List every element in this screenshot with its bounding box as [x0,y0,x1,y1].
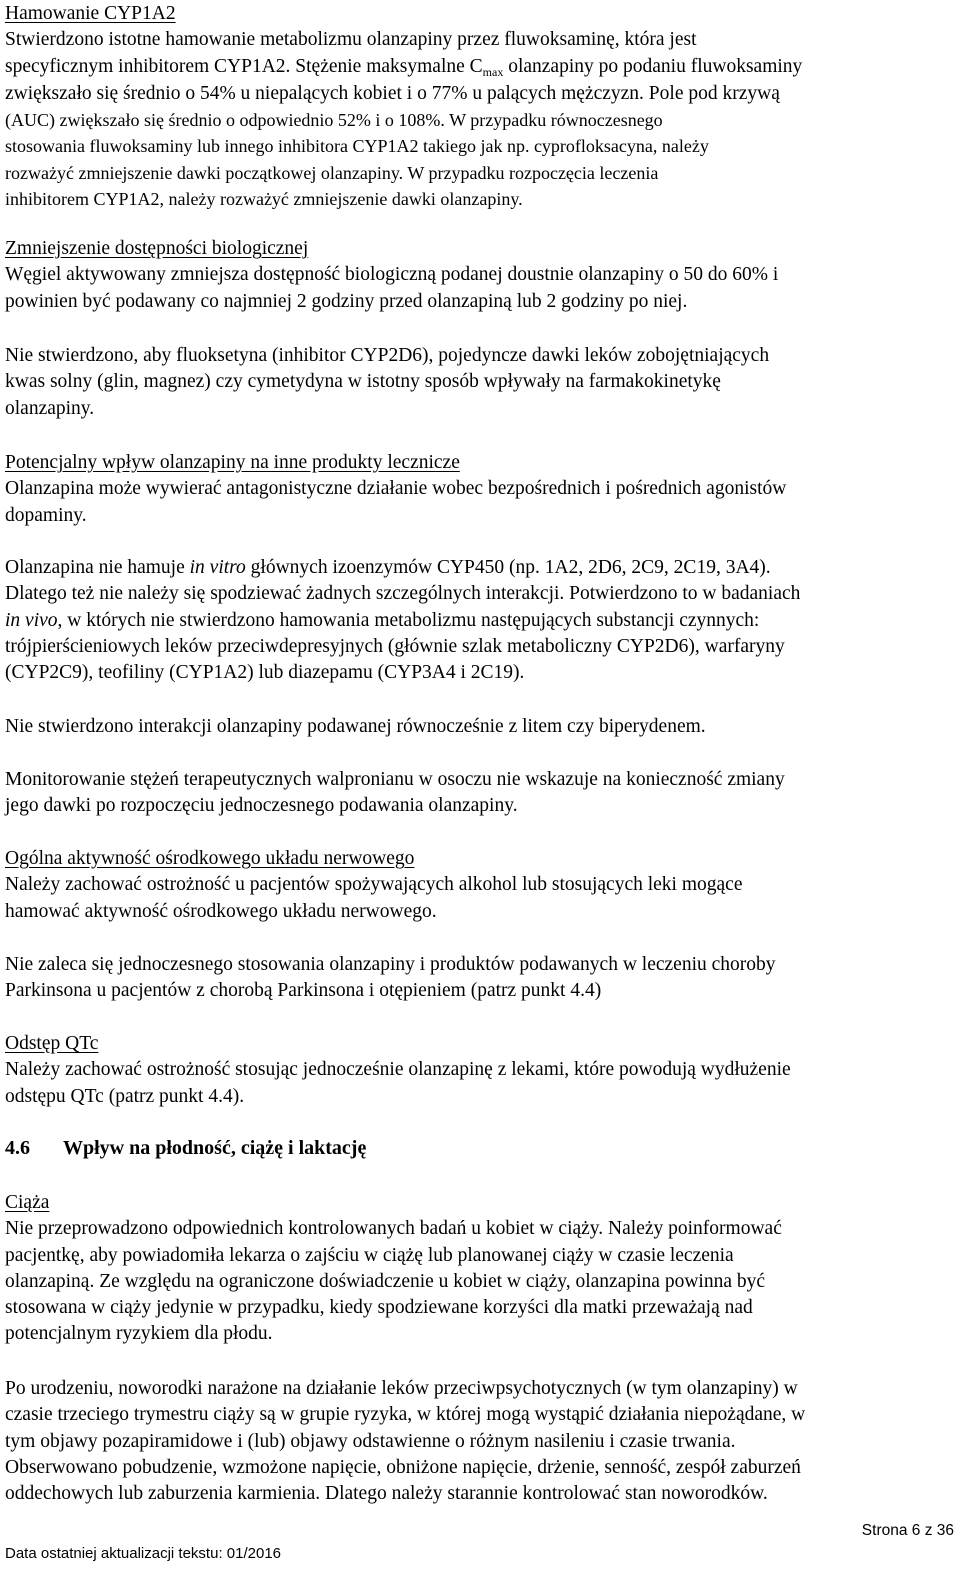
paragraph-newborns [5,1376,950,1507]
section-heading-cyp1a2: Hamowanie CYP1A2 [5,3,176,24]
text-line: czasie trzeciego trymestru ciąży są w grupie ryzyka, w której mogą wystąpić działania niepożądane, w [5,1404,806,1426]
text-line: inhibitorem CYP1A2, należy rozważyć zmniejszenie dawki olanzapiny. [5,189,523,210]
text-line: Nie przeprowadzono odpowiednich kontrolowanych badań u kobiet w ciąży. Należy poinformować [5,1218,782,1240]
text-line: (CYP2C9), teofiliny (CYP1A2) lub diazepamu (CYP3A4 i 2C19). [5,662,525,684]
text-line: dopaminy. [5,504,87,526]
section-pregnancy [5,1190,950,1348]
section-heading-4-6 [5,1137,366,1160]
text-line [5,608,950,634]
text-line: tym objawy pozapiramidowe i (lub) objawy odstawienne o różnym nasileniu i czasie trwania. [5,1430,736,1452]
text-line: Dlatego też nie należy się spodziewać żadnych szczególnych interakcji. Potwierdzono to w badaniach [5,583,801,605]
section-heading-bioavailability: Zmniejszenie dostępności biologicznej [5,238,309,259]
text-line: Węgiel aktywowany zmniejsza dostępność biologiczną podanej doustnie olanzapiny o 50 do 60% i [5,264,779,286]
text-line: jego dawki po rozpoczęciu jednoczesnego podawania olanzapiny. [5,795,518,817]
italic-term: in vitro [189,557,246,578]
text-line: olanzapiny. [5,397,95,419]
text-line-cmax [5,54,950,81]
text-fragment: specyficznym inhibitorem CYP1A2. Stężenie maksymalne C [5,55,483,77]
subscript-max: max [482,64,504,79]
text-line: Obserwowano pobudzenie, wzmożone napięcie, obniżone napięcie, drżenie, senność, zespół zaburzeń [5,1456,801,1478]
paragraph-fluoxetine [5,343,950,422]
text-line: Stwierdzono istotne hamowanie metabolizmu olanzapiny przez fluwoksaminę, która jest [5,29,697,51]
section-bioavailability [5,236,950,315]
last-update-date: Data ostatniej aktualizacji tekstu: 01/2016 [5,1545,281,1562]
text-line: stosowana w ciąży jedynie w przypadku, kiedy spodziewane korzyści dla matki przeważają nad [5,1297,753,1319]
text-line: trójpierścieniowych leków przeciwdepresyjnych (głównie szlak metaboliczny CYP2D6), warfaryny [5,635,785,657]
italic-term: in vivo [5,609,58,631]
paragraph-in-vitro [5,555,950,686]
paragraph-lithium [5,714,950,740]
section-cns [5,846,950,925]
text-line: hamować aktywność ośrodkowego układu nerwowego. [5,900,437,922]
text-line: potencjalnym ryzykiem dla płodu. [5,1323,273,1345]
text-line: Nie stwierdzono interakcji olanzapiny podawanej równocześnie z litem czy biperydenem. [5,716,706,737]
text-line [5,555,950,581]
text-line: Nie stwierdzono, aby fluoksetyna (inhibitor CYP2D6), pojedyncze dawki leków zobojętniających [5,345,770,366]
text-line: stosowania fluwoksaminy lub innego inhibitora CYP1A2 takiego jak np. cyprofloksacyna, należy [5,136,709,157]
text-fragment: głównych izoenzymów CYP450 (np. 1A2, 2D6, 2C9, 2C19, 3A4). [245,557,771,578]
text-line: Monitorowanie stężeń terapeutycznych walpronianu w osoczu nie wskazuje na konieczność zmiany [5,769,785,790]
section-number: 4.6 [5,1137,30,1159]
text-line: Po urodzeniu, noworodki narażone na działanie leków przeciwpsychotycznych (w tym olanzapiny) w [5,1378,798,1399]
text-line: Nie zaleca się jednoczesnego stosowania olanzapiny i produktów podawanych w leczeniu choroby [5,954,776,975]
text-line: (AUC) zwiększało się średnio o odpowiednio 52% i o 108%. W przypadku równoczesnego [5,110,663,131]
text-line: zwiększało się średnio o 54% u niepalących kobiet i o 77% u palących mężczyzn. Pole pod krzywą [5,82,780,104]
text-fragment: olanzapiny po podaniu fluwoksaminy [503,55,803,77]
text-line: oddechowych lub zaburzenia karmienia. Dlatego należy starannie kontrolować stan noworodków. [5,1483,768,1505]
section-heading-pregnancy: Ciąża [5,1192,50,1213]
text-fragment: , w których nie stwierdzono hamowania metabolizmu następujących substancji czynnych: [57,609,760,631]
section-heading-qtc: Odstęp QTc [5,1033,99,1054]
text-line: powinien być podawany co najmniej 2 godziny przed olanzapiną lub 2 godziny po niej. [5,290,688,312]
section-heading-cns: Ogólna aktywność ośrodkowego układu nerwowego [5,848,415,869]
text-line: olanzapiną. Ze względu na ograniczone doświadczenie u kobiet w ciąży, olanzapina powinna być [5,1270,766,1292]
text-line: Należy zachować ostrożność u pacjentów spożywających alkohol lub stosujących leki mogące [5,874,743,896]
paragraph-parkinson [5,952,950,1005]
text-line: pacjentkę, aby powiadomiła lekarza o zajściu w ciążę lub planowanej ciąży w czasie leczenia [5,1244,734,1266]
text-line: Należy zachować ostrożność stosując jednocześnie olanzapinę z lekami, które powodują wydłużenie [5,1059,791,1081]
text-line: odstępu QTc (patrz punkt 4.4). [5,1085,245,1107]
text-line: Parkinsona u pacjentów z chorobą Parkinsona i otępieniem (patrz punkt 4.4) [5,980,602,1002]
page-number: Strona 6 z 36 [861,1522,954,1539]
section-other-products [5,450,950,529]
paragraph-valproate [5,767,950,820]
text-line: Olanzapina może wywierać antagonistyczne działanie wobec bezpośrednich i pośrednich agonistów [5,478,787,500]
section-qtc [5,1031,950,1110]
text-line: kwas solny (glin, magnez) czy cymetydyna w istotny sposób wpływały na farmakokinetykę [5,371,721,393]
text-fragment: Olanzapina nie hamuje [5,557,190,578]
text-line: rozważyć zmniejszenie dawki początkowej olanzapiny. W przypadku rozpoczęcia leczenia [5,162,659,183]
section-title: Wpływ na płodność, ciążę i laktację [63,1137,367,1159]
section-heading-other-products: Potencjalny wpływ olanzapiny na inne produkty lecznicze [5,452,460,473]
section-cyp1a2 [5,1,950,212]
